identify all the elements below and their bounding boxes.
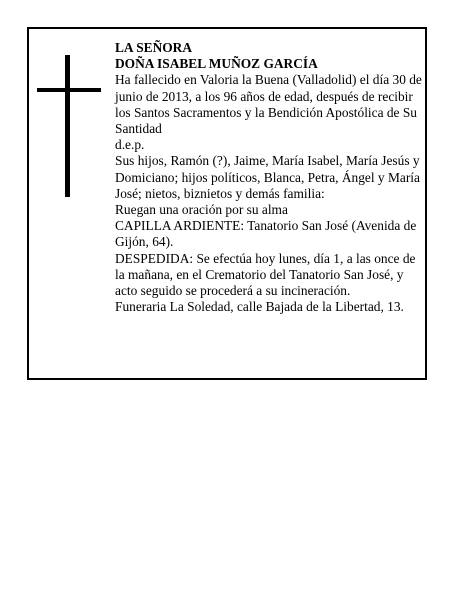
notice-title-line1: LA SEÑORA [115, 40, 193, 55]
cross-vertical-bar [65, 55, 70, 197]
farewell-info: DESPEDIDA: Se efectúa hoy lunes, día 1, a las once de la mañana, en el Crematorio del Tanatorio San José, y acto seguido se procederá a su incineración. [115, 250, 416, 299]
death-announcement: Ha fallecido en Valoria la Buena (Valladolid) el día 30 de junio de 2013, a los 96 años de edad, después de recibir los Santos Sacramentos y la Bendición Apostólica de Su Santidad [115, 72, 422, 137]
family-list: Sus hijos, Ramón (?), Jaime, María Isabel, María Jesús y Domiciano; hijos políticos, Blanca, Petra, Ángel y María José; nietos, biznietos y demás familia: [115, 153, 420, 201]
funeral-home-info: Funeraria La Soledad, calle Bajada de la Libertad, 13. [115, 299, 404, 315]
obituary-text [115, 40, 427, 315]
cross-horizontal-bar [37, 88, 101, 92]
chapel-info: CAPILLA ARDIENTE: Tanatorio San José (Avenida de Gijón, 64). [115, 218, 417, 250]
deceased-name: DOÑA ISABEL MUÑOZ GARCÍA [115, 56, 318, 72]
latin-cross-icon [37, 55, 101, 197]
dep-abbreviation: d.e.p. [115, 137, 145, 153]
prayer-request: Ruegan una oración por su alma [115, 202, 288, 218]
